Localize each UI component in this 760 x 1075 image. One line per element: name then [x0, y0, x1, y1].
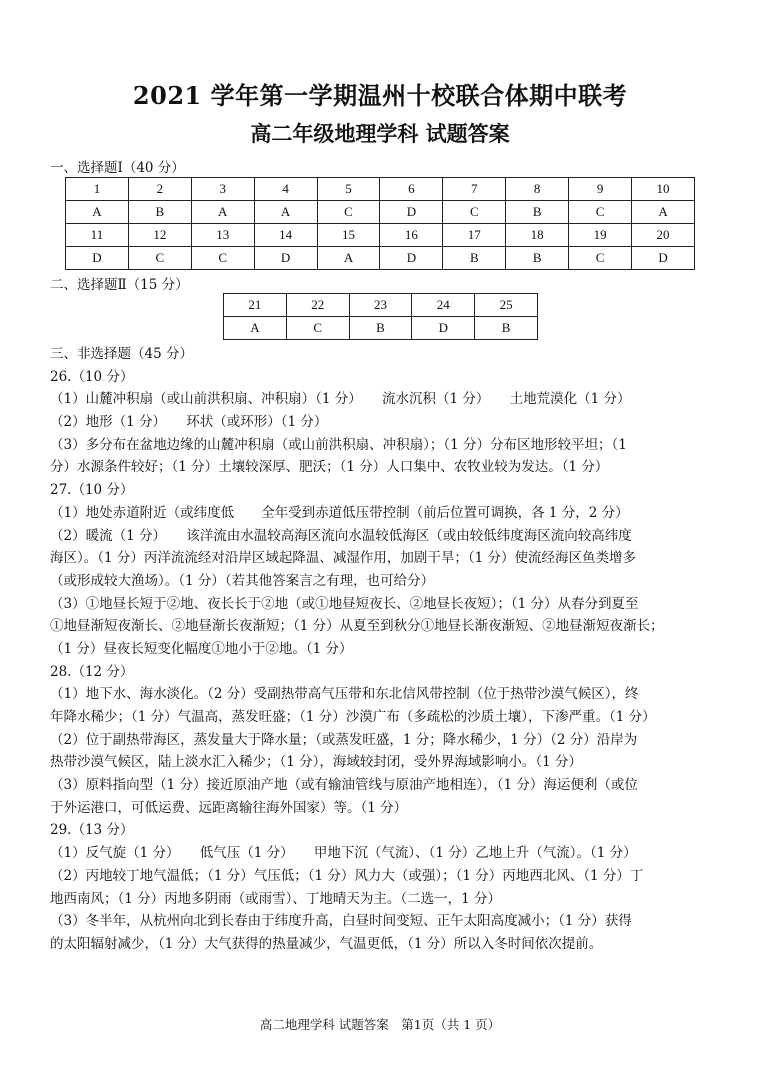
answer-line: 热带沙漠气候区，陆上淡水汇入稀少；（1 分），海域较封闭，受外界海域影响小。（1 分）	[50, 754, 583, 771]
section1-table-cell: C	[191, 247, 254, 270]
answer-line: （2）位于副热带海区，蒸发量大于降水量；（或蒸发旺盛，1 分；降水稀少，1 分）（2 分）沿岸为	[50, 731, 638, 748]
section1-table-cell: 8	[506, 178, 569, 201]
answer-line: （3）①地昼长短于②地、夜长长于②地（或①地昼短夜长、②地昼长夜短）；（1 分）从春分到夏至	[50, 595, 639, 612]
section1-table-cell: 7	[443, 178, 506, 201]
answer-line: 26.（10 分）	[50, 368, 134, 385]
section1-table-cell: 11	[66, 224, 129, 247]
section1-table-cell: C	[317, 201, 380, 224]
answer-line: （或形成较大渔场）。（1 分）（若其他答案言之有理，也可给分）	[50, 572, 435, 589]
section1-answer-table	[65, 177, 695, 270]
section1-table-cell: C	[443, 201, 506, 224]
exam-title: 2021 学年第一学期温州十校联合体期中联考	[132, 81, 628, 110]
section1-table-cell: A	[191, 201, 254, 224]
section1-table-cell: D	[254, 247, 317, 270]
section1-heading: 一、选择题Ⅰ（40 分）	[50, 160, 185, 176]
section1-table-cell: C	[128, 247, 191, 270]
answer-line: （2）丙地较丁地气温低；（1 分）气压低；（1 分）风力大（或强）；（1 分）丙地西北风、（1 分）丁	[50, 867, 644, 884]
section2-answer-table	[223, 293, 538, 340]
section1-table-cell: 2	[128, 178, 191, 201]
section2-table-row	[224, 317, 538, 340]
answer-line: ①地昼渐短夜渐长、②地昼渐长夜渐短；（1 分）从夏至到秋分①地昼长渐夜渐短、②地昼渐短夜渐长；	[50, 618, 664, 635]
answer-line: 年降水稀少；（1 分）气温高，蒸发旺盛；（1 分）沙漠广布（多疏松的沙质土壤），下渗严重。（1 分）	[50, 709, 656, 725]
section1-table-cell: 14	[254, 224, 317, 247]
section2-table-cell: 21	[224, 294, 287, 317]
section1-table-cell: A	[66, 201, 129, 224]
answer-line: （3）冬半年，从杭州向北到长春由于纬度升高，白昼时间变短、正午太阳高度减小；（1 分）获得	[50, 913, 632, 930]
section1-table-cell: 9	[569, 178, 632, 201]
answer-line: 27.（10 分）	[50, 482, 134, 499]
answer-line: （3）原料指向型（1 分）接近原油产地（或有输油管线与原油产地相连），（1 分）海运便利（或位	[50, 777, 638, 794]
section1-table-cell: D	[380, 247, 443, 270]
section1-table-cell: 12	[128, 224, 191, 247]
answer-line: （2）暖流（1 分） 该洋流由水温较高海区流向水温较低海区（或由较低纬度海区流向较高纬度	[50, 527, 632, 544]
section1-table-cell: 18	[506, 224, 569, 247]
section1-table-cell: D	[380, 201, 443, 224]
exam-subtitle: 高二年级地理学科 试题答案	[250, 121, 510, 146]
section1-table-cell: C	[569, 201, 632, 224]
answer-line: 28.（12 分）	[50, 663, 134, 680]
section2-table-row	[224, 294, 538, 317]
section1-table-cell: 6	[380, 178, 443, 201]
section1-table-cell: 19	[569, 224, 632, 247]
section1-table-cell: 13	[191, 224, 254, 247]
section1-table-cell: 17	[443, 224, 506, 247]
section1-table-cell: D	[66, 247, 129, 270]
section3-heading: 三、非选择题（45 分）	[50, 346, 193, 362]
section2-table-cell: C	[286, 317, 349, 340]
answer-line: （1）地下水、海水淡化。（2 分）受副热带高气压带和东北信风带控制（位于热带沙漠气候区），终	[50, 686, 639, 703]
answer-line: 29.（13 分）	[50, 822, 134, 839]
section1-table-cell: 5	[317, 178, 380, 201]
section1-table-row	[66, 224, 695, 247]
answer-line: （1）山麓冲积扇（或山前洪积扇、冲积扇）（1 分） 流水沉积（1 分） 土地荒漠化（1 分）	[50, 391, 631, 408]
section1-table-cell: A	[317, 247, 380, 270]
section1-table-cell: 10	[632, 178, 695, 201]
section1-table-cell: B	[506, 247, 569, 270]
answer-line: 分）水源条件较好；（1 分）土壤较深厚、肥沃；（1 分）人口集中、农牧业较为发达。（1 分）	[50, 459, 609, 476]
section1-table-cell: 15	[317, 224, 380, 247]
section1-table-cell: 3	[191, 178, 254, 201]
answer-line: （1）反气旋（1 分） 低气压（1 分） 甲地下沉（气流）、（1 分）乙地上升（气流）。（1 分）	[50, 845, 637, 862]
answer-line: （2）地形（1 分） 环状（或环形）（1 分）	[50, 414, 328, 431]
section1-table-cell: B	[128, 201, 191, 224]
section1-table-cell: D	[632, 247, 695, 270]
answer-line: 海区）。（1 分）丙洋流流经对沿岸区域起降温、减湿作用，加剧干旱；（1 分）使流经海区鱼类增多	[50, 550, 637, 567]
answer-line: （1 分）昼夜长短变化幅度①地小于②地。（1 分）	[50, 640, 353, 657]
section1-table-row	[66, 178, 695, 201]
section2-table-cell: D	[412, 317, 475, 340]
section1-table-cell: C	[569, 247, 632, 270]
section2-table-cell: B	[475, 317, 538, 340]
answer-line: 的太阳辐射减少，（1 分）大气获得的热量减少，气温更低，（1 分）所以入冬时间依次提前。	[50, 935, 603, 952]
answer-line: （3）多分布在盆地边缘的山麓冲积扇（或山前洪积扇、冲积扇）；（1 分）分布区地形较平坦；（1	[50, 436, 627, 453]
section1-table-row	[66, 247, 695, 270]
section1-table-cell: 20	[632, 224, 695, 247]
section2-table-cell: 23	[349, 294, 412, 317]
section1-table-cell: B	[506, 201, 569, 224]
section3-body	[50, 343, 720, 956]
section2-table-cell: 24	[412, 294, 475, 317]
section1-table-cell: A	[254, 201, 317, 224]
section1-table-cell: 4	[254, 178, 317, 201]
section2-table-cell: A	[224, 317, 287, 340]
section1-table-cell: 1	[66, 178, 129, 201]
section2-table-cell: 22	[286, 294, 349, 317]
section1-table-row	[66, 201, 695, 224]
answer-line: 地西南风；（1 分）丙地多阴雨（或雨雪）、丁地晴天为主。（二选一，1 分）	[50, 890, 502, 907]
answer-line: 于外运港口，可低运费、远距离输往海外国家）等。（1 分）	[50, 799, 408, 816]
section1-table-cell: A	[632, 201, 695, 224]
answer-line: （1）地处赤道附近（或纬度低 全年受到赤道低压带控制（前后位置可调换，各 1 分，2 分）	[50, 504, 629, 521]
section2-heading: 二、选择题Ⅱ（15 分）	[50, 277, 189, 293]
page-footer: 高二地理学科 试题答案 第1页（共 1 页）	[259, 1017, 501, 1032]
section1-table-cell: 16	[380, 224, 443, 247]
section2-table-cell: B	[349, 317, 412, 340]
section2-table-cell: 25	[475, 294, 538, 317]
section1-table-cell: B	[443, 247, 506, 270]
